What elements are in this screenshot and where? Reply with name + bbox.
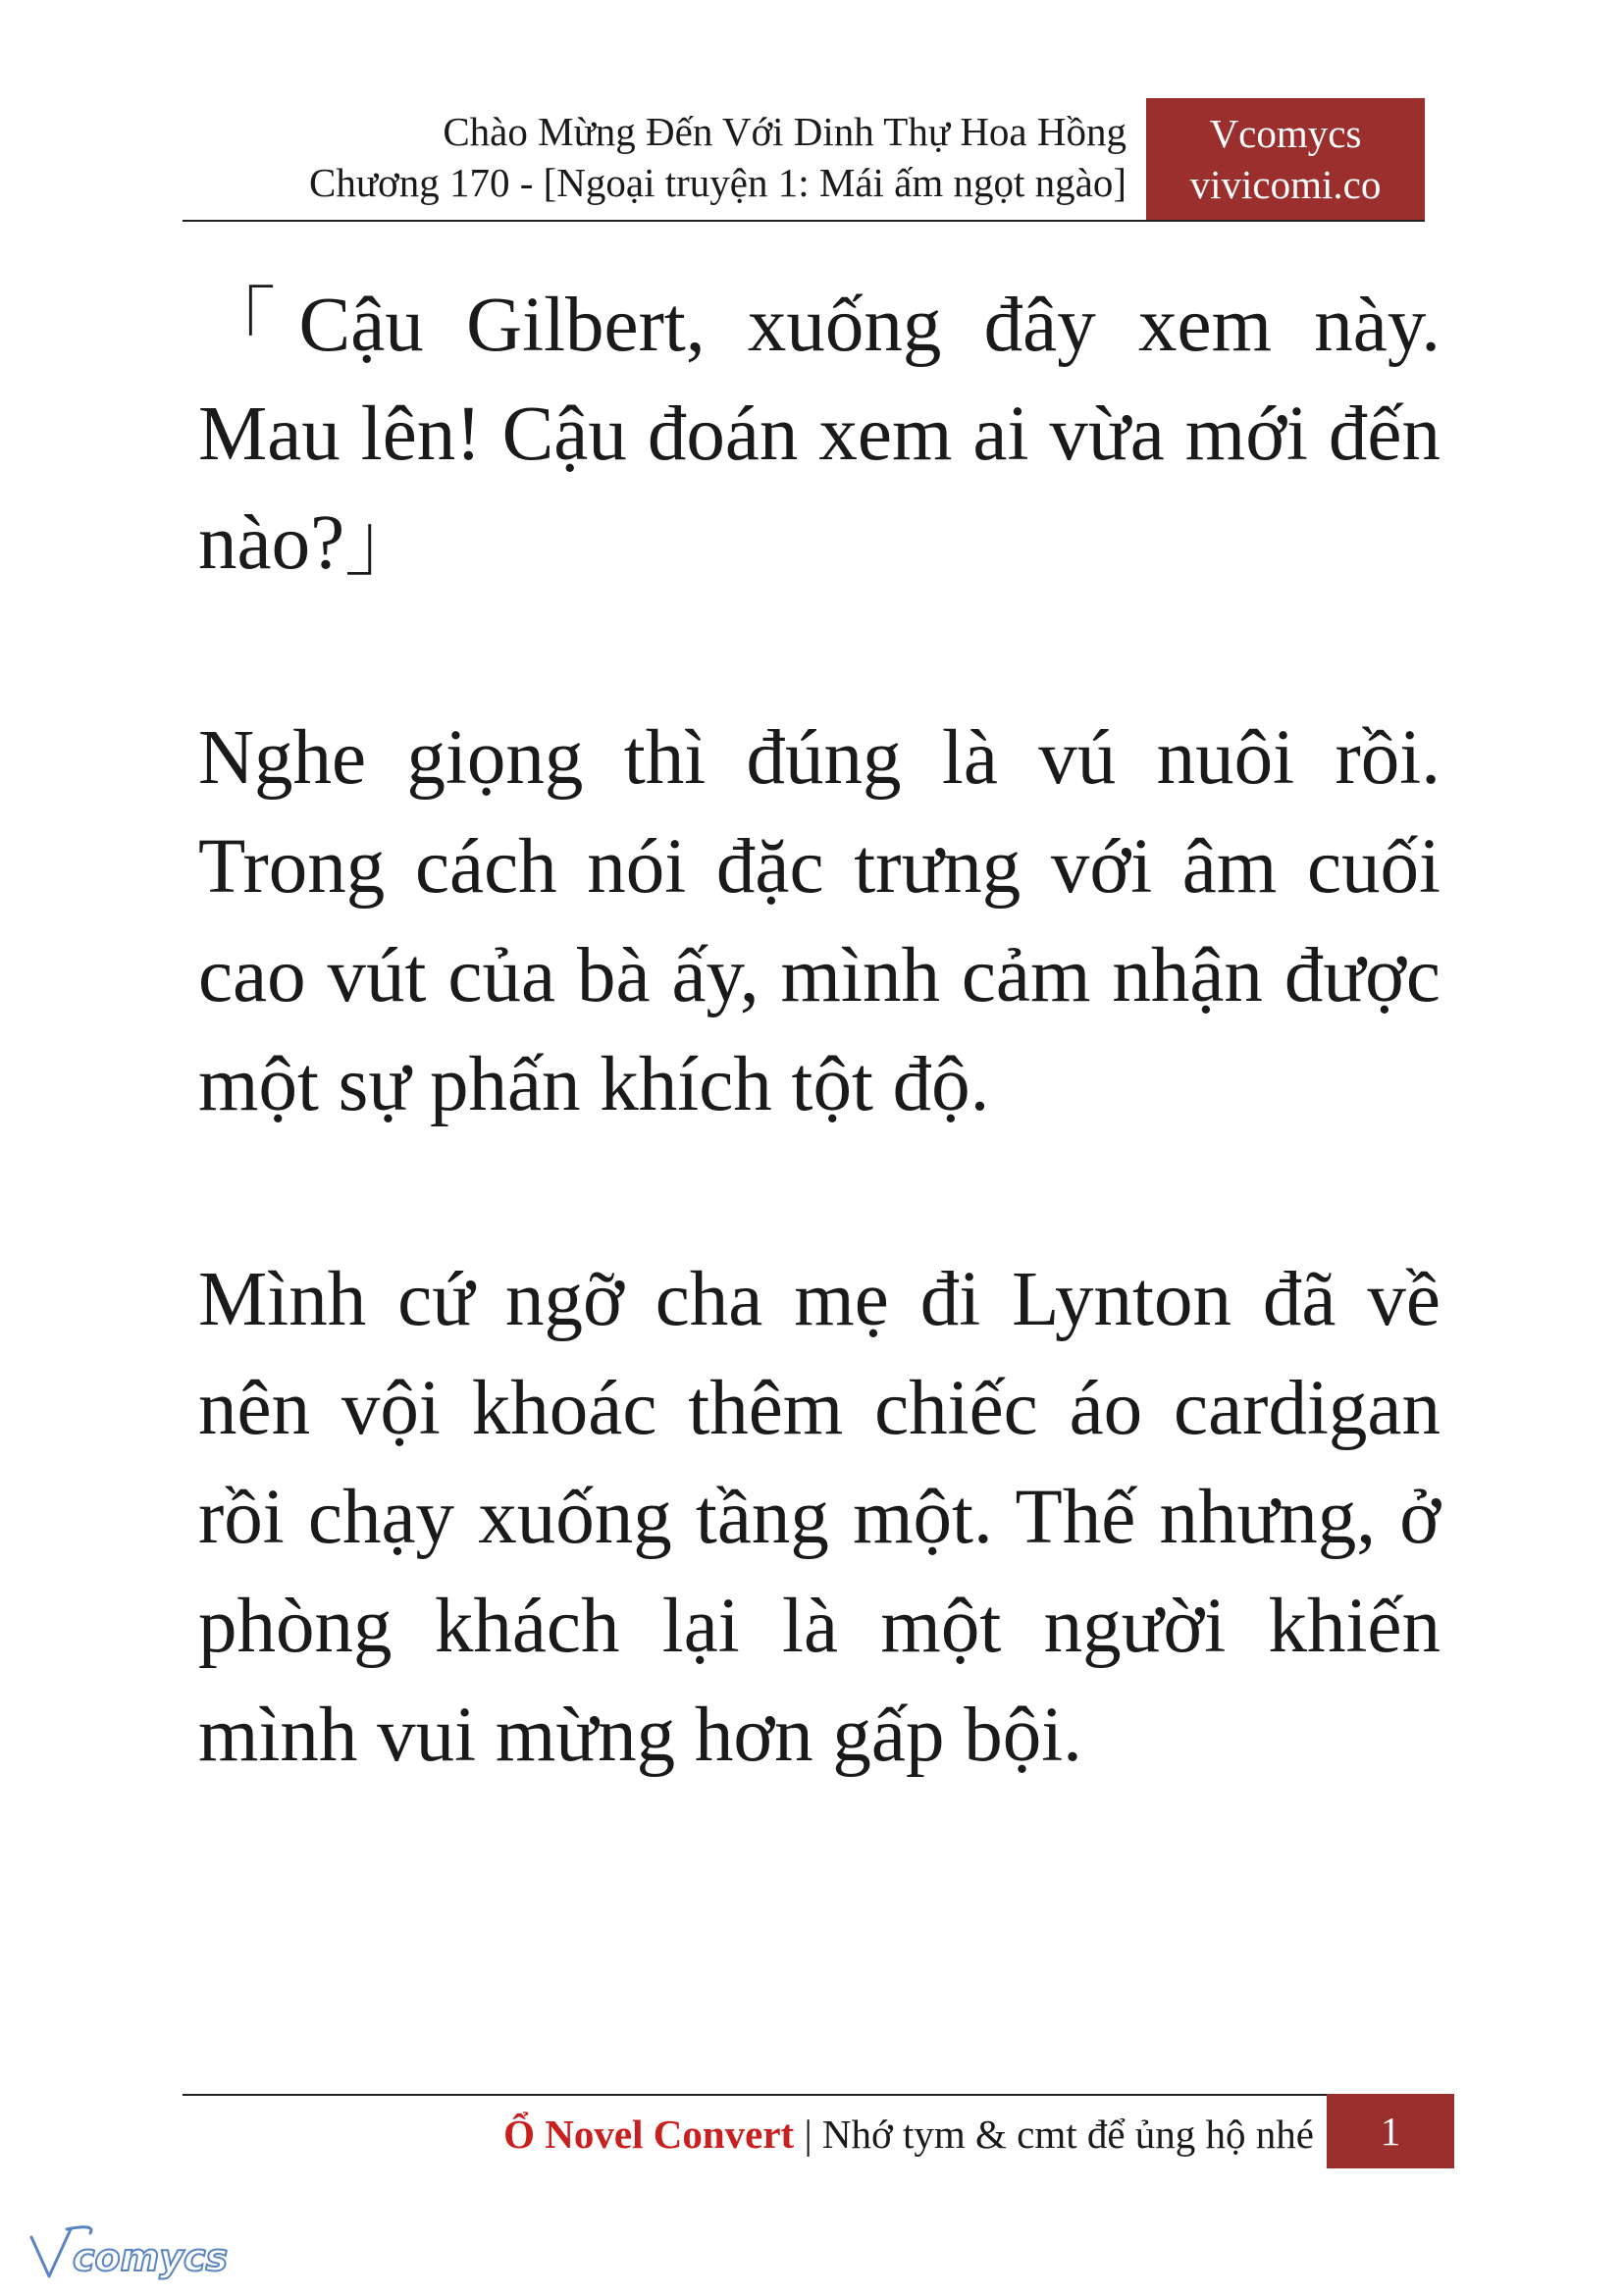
page-number: 1 [1327, 2094, 1454, 2168]
page-header [183, 98, 1425, 220]
footer-brand: Ổ Novel Convert [503, 2112, 795, 2157]
site-badge [1146, 98, 1425, 220]
site-name: Vcomycs [1209, 111, 1362, 156]
chapter-text [198, 271, 1441, 1790]
vcomycs-logo-icon [27, 2219, 255, 2288]
site-url: vivicomi.co [1189, 162, 1382, 207]
footer-credit [503, 2106, 1314, 2163]
header-titles [309, 106, 1126, 208]
watermark-text: comycs [73, 2236, 229, 2279]
chapter-title: Chương 170 - [Ngoại truyện 1: Mái ấm ngọt ngào] [308, 160, 1126, 205]
paragraph: 「Cậu Gilbert, xuống đây xem này. Mau lên! Cậu đoán xem ai vừa mới đến nào?」 [198, 283, 1441, 586]
book-title: Chào Mừng Đến Với Dinh Thự Hoa Hồng [443, 109, 1126, 154]
paragraph: Mình cứ ngỡ cha mẹ đi Lynton đã về nên vội khoác thêm chiếc áo cardigan rồi chạy xuống tầng một. Thế nhưng, ở phòng khách lại là một người khiến mình vui mừng hơn gấp bội. [198, 1257, 1441, 1778]
paragraph: Nghe giọng thì đúng là vú nuôi rồi. Trong cách nói đặc trưng với âm cuối cao vút của bà ấy, mình cảm nhận được một sự phấn khích tột độ. [198, 715, 1441, 1127]
footer-divider [183, 2094, 1441, 2096]
footer-separator: | [794, 2112, 822, 2157]
footer-note: Nhớ tym & cmt để ủng hộ nhé [821, 2112, 1314, 2157]
header-divider [183, 220, 1425, 222]
